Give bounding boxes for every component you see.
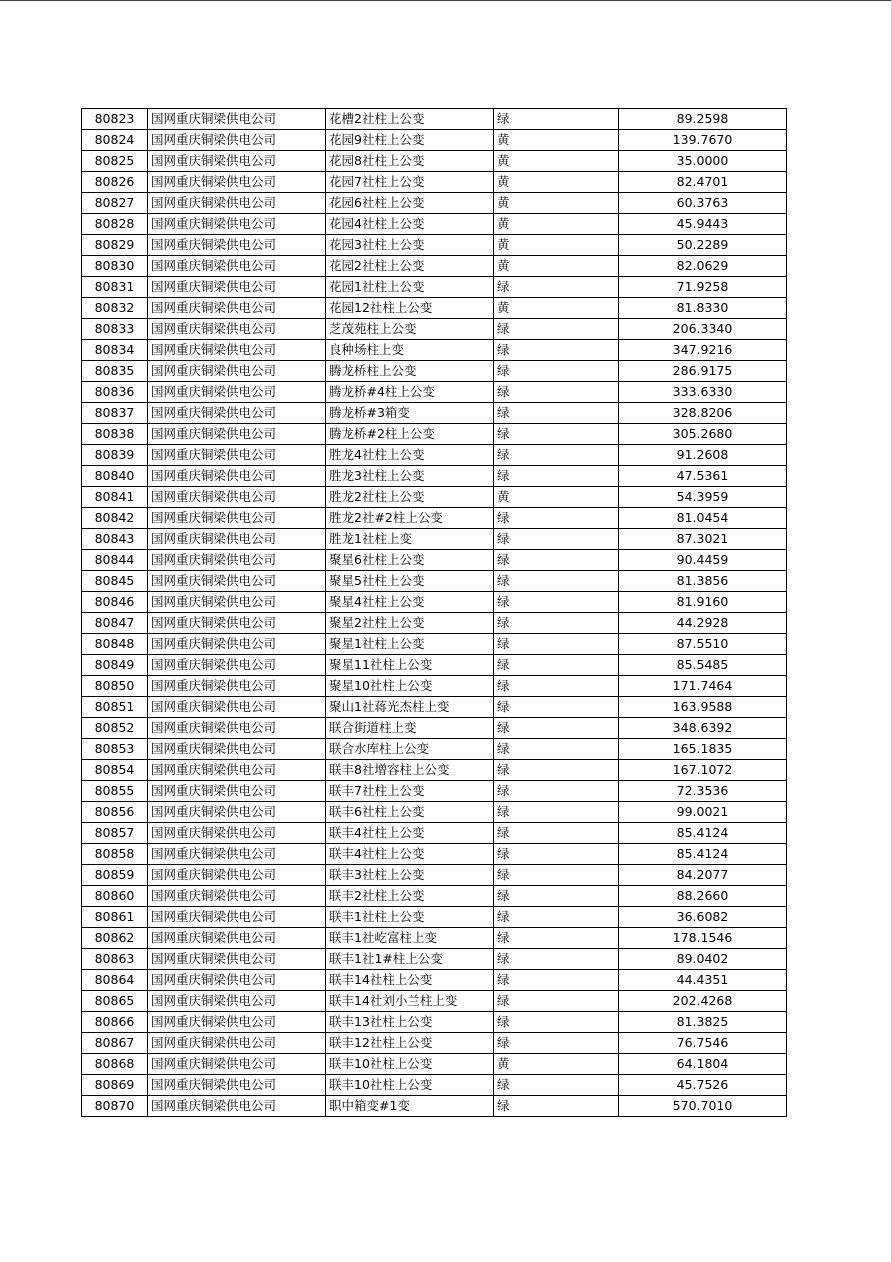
cell-company: 国网重庆铜梁供电公司	[148, 676, 326, 697]
table-row	[82, 676, 787, 697]
cell-company: 国网重庆铜梁供电公司	[148, 382, 326, 403]
cell-value: 71.9258	[619, 277, 787, 298]
table-row	[82, 991, 787, 1012]
cell-value: 45.9443	[619, 214, 787, 235]
cell-company: 国网重庆铜梁供电公司	[148, 697, 326, 718]
cell-company: 国网重庆铜梁供电公司	[148, 1075, 326, 1096]
cell-company: 国网重庆铜梁供电公司	[148, 1054, 326, 1075]
table-row	[82, 634, 787, 655]
cell-transformer-name: 胜龙2社柱上公变	[326, 487, 494, 508]
cell-transformer-name: 聚星10社柱上公变	[326, 676, 494, 697]
cell-status: 绿	[494, 529, 619, 550]
cell-value: 286.9175	[619, 361, 787, 382]
cell-value: 87.5510	[619, 634, 787, 655]
cell-transformer-name: 联丰1社1#柱上公变	[326, 949, 494, 970]
cell-status: 绿	[494, 403, 619, 424]
table-row	[82, 1096, 787, 1117]
cell-value: 82.4701	[619, 172, 787, 193]
cell-id: 80843	[82, 529, 148, 550]
table-row	[82, 844, 787, 865]
cell-id: 80847	[82, 613, 148, 634]
cell-id: 80863	[82, 949, 148, 970]
cell-company: 国网重庆铜梁供电公司	[148, 466, 326, 487]
cell-company: 国网重庆铜梁供电公司	[148, 1012, 326, 1033]
cell-status: 黄	[494, 172, 619, 193]
cell-company: 国网重庆铜梁供电公司	[148, 949, 326, 970]
table-row	[82, 151, 787, 172]
cell-id: 80868	[82, 1054, 148, 1075]
table-row	[82, 382, 787, 403]
cell-status: 黄	[494, 298, 619, 319]
cell-value: 305.2680	[619, 424, 787, 445]
cell-transformer-name: 联丰12社柱上公变	[326, 1033, 494, 1054]
cell-id: 80829	[82, 235, 148, 256]
cell-company: 国网重庆铜梁供电公司	[148, 760, 326, 781]
cell-value: 178.1546	[619, 928, 787, 949]
cell-value: 81.3825	[619, 1012, 787, 1033]
cell-id: 80844	[82, 550, 148, 571]
cell-status: 绿	[494, 277, 619, 298]
cell-status: 绿	[494, 949, 619, 970]
cell-company: 国网重庆铜梁供电公司	[148, 403, 326, 424]
cell-company: 国网重庆铜梁供电公司	[148, 571, 326, 592]
cell-company: 国网重庆铜梁供电公司	[148, 214, 326, 235]
cell-id: 80861	[82, 907, 148, 928]
cell-value: 45.7526	[619, 1075, 787, 1096]
cell-value: 54.3959	[619, 487, 787, 508]
cell-transformer-name: 联合水库柱上公变	[326, 739, 494, 760]
cell-company: 国网重庆铜梁供电公司	[148, 823, 326, 844]
cell-status: 绿	[494, 991, 619, 1012]
cell-id: 80845	[82, 571, 148, 592]
cell-value: 165.1835	[619, 739, 787, 760]
table-row	[82, 487, 787, 508]
table-row	[82, 1054, 787, 1075]
cell-company: 国网重庆铜梁供电公司	[148, 613, 326, 634]
cell-status: 绿	[494, 1012, 619, 1033]
cell-id: 80835	[82, 361, 148, 382]
cell-id: 80857	[82, 823, 148, 844]
cell-value: 81.9160	[619, 592, 787, 613]
cell-value: 202.4268	[619, 991, 787, 1012]
cell-id: 80856	[82, 802, 148, 823]
table-row	[82, 508, 787, 529]
cell-status: 绿	[494, 823, 619, 844]
table-row	[82, 697, 787, 718]
cell-company: 国网重庆铜梁供电公司	[148, 340, 326, 361]
cell-id: 80824	[82, 130, 148, 151]
cell-transformer-name: 联丰10社柱上公变	[326, 1075, 494, 1096]
cell-transformer-name: 聚星4社柱上公变	[326, 592, 494, 613]
cell-company: 国网重庆铜梁供电公司	[148, 718, 326, 739]
cell-value: 85.5485	[619, 655, 787, 676]
cell-id: 80828	[82, 214, 148, 235]
cell-transformer-name: 联丰8社增容柱上公变	[326, 760, 494, 781]
cell-id: 80850	[82, 676, 148, 697]
cell-transformer-name: 联丰3社柱上公变	[326, 865, 494, 886]
cell-value: 81.0454	[619, 508, 787, 529]
cell-transformer-name: 花园12社柱上公变	[326, 298, 494, 319]
cell-company: 国网重庆铜梁供电公司	[148, 529, 326, 550]
cell-status: 绿	[494, 1075, 619, 1096]
cell-value: 44.4351	[619, 970, 787, 991]
cell-id: 80837	[82, 403, 148, 424]
cell-status: 绿	[494, 613, 619, 634]
cell-id: 80827	[82, 193, 148, 214]
cell-id: 80840	[82, 466, 148, 487]
table-row	[82, 592, 787, 613]
cell-transformer-name: 腾龙桥柱上公变	[326, 361, 494, 382]
cell-transformer-name: 胜龙4社柱上公变	[326, 445, 494, 466]
cell-transformer-name: 联丰14社柱上公变	[326, 970, 494, 991]
cell-id: 80838	[82, 424, 148, 445]
cell-id: 80870	[82, 1096, 148, 1117]
table-row	[82, 445, 787, 466]
cell-value: 89.2598	[619, 109, 787, 130]
table-row	[82, 1033, 787, 1054]
cell-company: 国网重庆铜梁供电公司	[148, 592, 326, 613]
table-row	[82, 340, 787, 361]
cell-id: 80853	[82, 739, 148, 760]
cell-status: 绿	[494, 1033, 619, 1054]
cell-status: 绿	[494, 928, 619, 949]
cell-company: 国网重庆铜梁供电公司	[148, 886, 326, 907]
cell-status: 黄	[494, 1054, 619, 1075]
table-row	[82, 1075, 787, 1096]
cell-transformer-name: 腾龙桥#3箱变	[326, 403, 494, 424]
table-row	[82, 865, 787, 886]
cell-status: 绿	[494, 781, 619, 802]
table-row	[82, 802, 787, 823]
cell-transformer-name: 腾龙桥#4柱上公变	[326, 382, 494, 403]
cell-status: 绿	[494, 886, 619, 907]
cell-id: 80855	[82, 781, 148, 802]
cell-value: 570.7010	[619, 1096, 787, 1117]
cell-status: 绿	[494, 361, 619, 382]
cell-value: 81.3856	[619, 571, 787, 592]
cell-value: 99.0021	[619, 802, 787, 823]
table-row	[82, 886, 787, 907]
cell-transformer-name: 联丰7社柱上公变	[326, 781, 494, 802]
cell-transformer-name: 联丰2社柱上公变	[326, 886, 494, 907]
cell-status: 绿	[494, 718, 619, 739]
cell-company: 国网重庆铜梁供电公司	[148, 256, 326, 277]
table-row	[82, 130, 787, 151]
cell-value: 81.8330	[619, 298, 787, 319]
cell-value: 91.2608	[619, 445, 787, 466]
cell-transformer-name: 花园7社柱上公变	[326, 172, 494, 193]
cell-value: 44.2928	[619, 613, 787, 634]
cell-id: 80841	[82, 487, 148, 508]
cell-value: 347.9216	[619, 340, 787, 361]
table-row	[82, 529, 787, 550]
table-row	[82, 823, 787, 844]
cell-status: 黄	[494, 487, 619, 508]
table-row	[82, 361, 787, 382]
cell-id: 80825	[82, 151, 148, 172]
cell-status: 黄	[494, 214, 619, 235]
cell-company: 国网重庆铜梁供电公司	[148, 508, 326, 529]
cell-status: 绿	[494, 676, 619, 697]
cell-transformer-name: 联丰1社屹富柱上变	[326, 928, 494, 949]
cell-id: 80846	[82, 592, 148, 613]
cell-company: 国网重庆铜梁供电公司	[148, 970, 326, 991]
cell-value: 64.1804	[619, 1054, 787, 1075]
cell-transformer-name: 联丰4社柱上公变	[326, 823, 494, 844]
cell-id: 80862	[82, 928, 148, 949]
cell-id: 80849	[82, 655, 148, 676]
cell-transformer-name: 花园9社柱上公变	[326, 130, 494, 151]
cell-value: 35.0000	[619, 151, 787, 172]
cell-status: 绿	[494, 592, 619, 613]
cell-status: 绿	[494, 319, 619, 340]
cell-company: 国网重庆铜梁供电公司	[148, 802, 326, 823]
table-row	[82, 298, 787, 319]
cell-id: 80860	[82, 886, 148, 907]
cell-transformer-name: 联丰13社柱上公变	[326, 1012, 494, 1033]
table-row	[82, 907, 787, 928]
cell-id: 80823	[82, 109, 148, 130]
table-row	[82, 424, 787, 445]
cell-value: 328.8206	[619, 403, 787, 424]
cell-status: 黄	[494, 130, 619, 151]
table-row	[82, 949, 787, 970]
cell-company: 国网重庆铜梁供电公司	[148, 235, 326, 256]
cell-company: 国网重庆铜梁供电公司	[148, 298, 326, 319]
cell-value: 167.1072	[619, 760, 787, 781]
cell-id: 80867	[82, 1033, 148, 1054]
cell-transformer-name: 联丰6社柱上公变	[326, 802, 494, 823]
cell-company: 国网重庆铜梁供电公司	[148, 487, 326, 508]
cell-status: 绿	[494, 739, 619, 760]
cell-status: 绿	[494, 445, 619, 466]
cell-value: 139.7670	[619, 130, 787, 151]
cell-value: 89.0402	[619, 949, 787, 970]
table-row	[82, 109, 787, 130]
table-row	[82, 739, 787, 760]
cell-transformer-name: 花园1社柱上公变	[326, 277, 494, 298]
cell-id: 80842	[82, 508, 148, 529]
cell-value: 87.3021	[619, 529, 787, 550]
cell-company: 国网重庆铜梁供电公司	[148, 109, 326, 130]
cell-transformer-name: 聚星2社柱上公变	[326, 613, 494, 634]
cell-transformer-name: 联丰1社柱上公变	[326, 907, 494, 928]
table-row	[82, 319, 787, 340]
table-row	[82, 928, 787, 949]
cell-value: 76.7546	[619, 1033, 787, 1054]
cell-value: 36.6082	[619, 907, 787, 928]
table-row	[82, 613, 787, 634]
cell-transformer-name: 花园2社柱上公变	[326, 256, 494, 277]
table-row	[82, 655, 787, 676]
cell-transformer-name: 花园3社柱上公变	[326, 235, 494, 256]
cell-company: 国网重庆铜梁供电公司	[148, 991, 326, 1012]
cell-status: 黄	[494, 193, 619, 214]
cell-company: 国网重庆铜梁供电公司	[148, 445, 326, 466]
transformer-table	[81, 108, 787, 1117]
cell-status: 黄	[494, 256, 619, 277]
cell-transformer-name: 聚山1社蒋光杰柱上变	[326, 697, 494, 718]
table-row	[82, 235, 787, 256]
cell-status: 绿	[494, 844, 619, 865]
cell-id: 80836	[82, 382, 148, 403]
page-top-border	[0, 0, 892, 1]
cell-company: 国网重庆铜梁供电公司	[148, 193, 326, 214]
cell-id: 80831	[82, 277, 148, 298]
cell-status: 绿	[494, 634, 619, 655]
cell-id: 80833	[82, 319, 148, 340]
cell-company: 国网重庆铜梁供电公司	[148, 277, 326, 298]
cell-company: 国网重庆铜梁供电公司	[148, 634, 326, 655]
cell-value: 206.3340	[619, 319, 787, 340]
cell-transformer-name: 聚星6社柱上公变	[326, 550, 494, 571]
cell-value: 348.6392	[619, 718, 787, 739]
cell-company: 国网重庆铜梁供电公司	[148, 655, 326, 676]
cell-value: 84.2077	[619, 865, 787, 886]
cell-value: 88.2660	[619, 886, 787, 907]
cell-id: 80848	[82, 634, 148, 655]
cell-status: 绿	[494, 340, 619, 361]
cell-transformer-name: 花园8社柱上公变	[326, 151, 494, 172]
cell-status: 绿	[494, 1096, 619, 1117]
cell-id: 80852	[82, 718, 148, 739]
cell-id: 80858	[82, 844, 148, 865]
cell-company: 国网重庆铜梁供电公司	[148, 1033, 326, 1054]
cell-value: 85.4124	[619, 844, 787, 865]
cell-transformer-name: 联丰14社刘小兰柱上变	[326, 991, 494, 1012]
cell-id: 80869	[82, 1075, 148, 1096]
table-row	[82, 466, 787, 487]
cell-transformer-name: 聚星5社柱上公变	[326, 571, 494, 592]
cell-id: 80826	[82, 172, 148, 193]
cell-id: 80832	[82, 298, 148, 319]
table-row	[82, 214, 787, 235]
cell-transformer-name: 胜龙3社柱上公变	[326, 466, 494, 487]
cell-id: 80851	[82, 697, 148, 718]
cell-transformer-name: 花槽2社柱上公变	[326, 109, 494, 130]
table-row	[82, 760, 787, 781]
cell-transformer-name: 芝茂苑柱上公变	[326, 319, 494, 340]
cell-company: 国网重庆铜梁供电公司	[148, 865, 326, 886]
cell-status: 绿	[494, 697, 619, 718]
cell-id: 80830	[82, 256, 148, 277]
table-row	[82, 172, 787, 193]
table-row	[82, 718, 787, 739]
cell-value: 47.5361	[619, 466, 787, 487]
table-body	[82, 109, 787, 1117]
cell-status: 绿	[494, 382, 619, 403]
table-row	[82, 550, 787, 571]
cell-id: 80864	[82, 970, 148, 991]
cell-status: 绿	[494, 760, 619, 781]
cell-transformer-name: 职中箱变#1变	[326, 1096, 494, 1117]
cell-transformer-name: 胜龙1社柱上变	[326, 529, 494, 550]
cell-id: 80859	[82, 865, 148, 886]
cell-company: 国网重庆铜梁供电公司	[148, 361, 326, 382]
cell-transformer-name: 聚星11社柱上公变	[326, 655, 494, 676]
cell-company: 国网重庆铜梁供电公司	[148, 928, 326, 949]
table-row	[82, 256, 787, 277]
cell-company: 国网重庆铜梁供电公司	[148, 1096, 326, 1117]
cell-status: 绿	[494, 802, 619, 823]
cell-id: 80854	[82, 760, 148, 781]
cell-value: 90.4459	[619, 550, 787, 571]
cell-id: 80866	[82, 1012, 148, 1033]
cell-value: 85.4124	[619, 823, 787, 844]
cell-value: 163.9588	[619, 697, 787, 718]
cell-transformer-name: 联合街道柱上变	[326, 718, 494, 739]
cell-value: 171.7464	[619, 676, 787, 697]
cell-value: 82.0629	[619, 256, 787, 277]
cell-transformer-name: 腾龙桥#2柱上公变	[326, 424, 494, 445]
cell-company: 国网重庆铜梁供电公司	[148, 424, 326, 445]
table-row	[82, 403, 787, 424]
cell-status: 绿	[494, 424, 619, 445]
cell-transformer-name: 良种场柱上变	[326, 340, 494, 361]
cell-status: 绿	[494, 109, 619, 130]
cell-company: 国网重庆铜梁供电公司	[148, 319, 326, 340]
cell-value: 50.2289	[619, 235, 787, 256]
cell-id: 80839	[82, 445, 148, 466]
cell-status: 绿	[494, 655, 619, 676]
cell-transformer-name: 联丰10社柱上公变	[326, 1054, 494, 1075]
table-row	[82, 781, 787, 802]
cell-id: 80834	[82, 340, 148, 361]
cell-status: 绿	[494, 907, 619, 928]
cell-transformer-name: 联丰4社柱上公变	[326, 844, 494, 865]
cell-status: 黄	[494, 235, 619, 256]
table-row	[82, 1012, 787, 1033]
cell-status: 绿	[494, 970, 619, 991]
table-row	[82, 193, 787, 214]
cell-company: 国网重庆铜梁供电公司	[148, 907, 326, 928]
cell-status: 黄	[494, 151, 619, 172]
cell-transformer-name: 花园6社柱上公变	[326, 193, 494, 214]
cell-id: 80865	[82, 991, 148, 1012]
cell-value: 60.3763	[619, 193, 787, 214]
cell-company: 国网重庆铜梁供电公司	[148, 550, 326, 571]
table-row	[82, 970, 787, 991]
cell-company: 国网重庆铜梁供电公司	[148, 844, 326, 865]
cell-company: 国网重庆铜梁供电公司	[148, 172, 326, 193]
cell-status: 绿	[494, 466, 619, 487]
cell-status: 绿	[494, 571, 619, 592]
table-row	[82, 571, 787, 592]
cell-transformer-name: 胜龙2社#2柱上公变	[326, 508, 494, 529]
cell-status: 绿	[494, 865, 619, 886]
cell-value: 72.3536	[619, 781, 787, 802]
table-row	[82, 277, 787, 298]
cell-transformer-name: 花园4社柱上公变	[326, 214, 494, 235]
cell-status: 绿	[494, 550, 619, 571]
cell-company: 国网重庆铜梁供电公司	[148, 781, 326, 802]
cell-company: 国网重庆铜梁供电公司	[148, 739, 326, 760]
cell-value: 333.6330	[619, 382, 787, 403]
cell-status: 绿	[494, 508, 619, 529]
cell-company: 国网重庆铜梁供电公司	[148, 130, 326, 151]
cell-company: 国网重庆铜梁供电公司	[148, 151, 326, 172]
cell-transformer-name: 聚星1社柱上公变	[326, 634, 494, 655]
